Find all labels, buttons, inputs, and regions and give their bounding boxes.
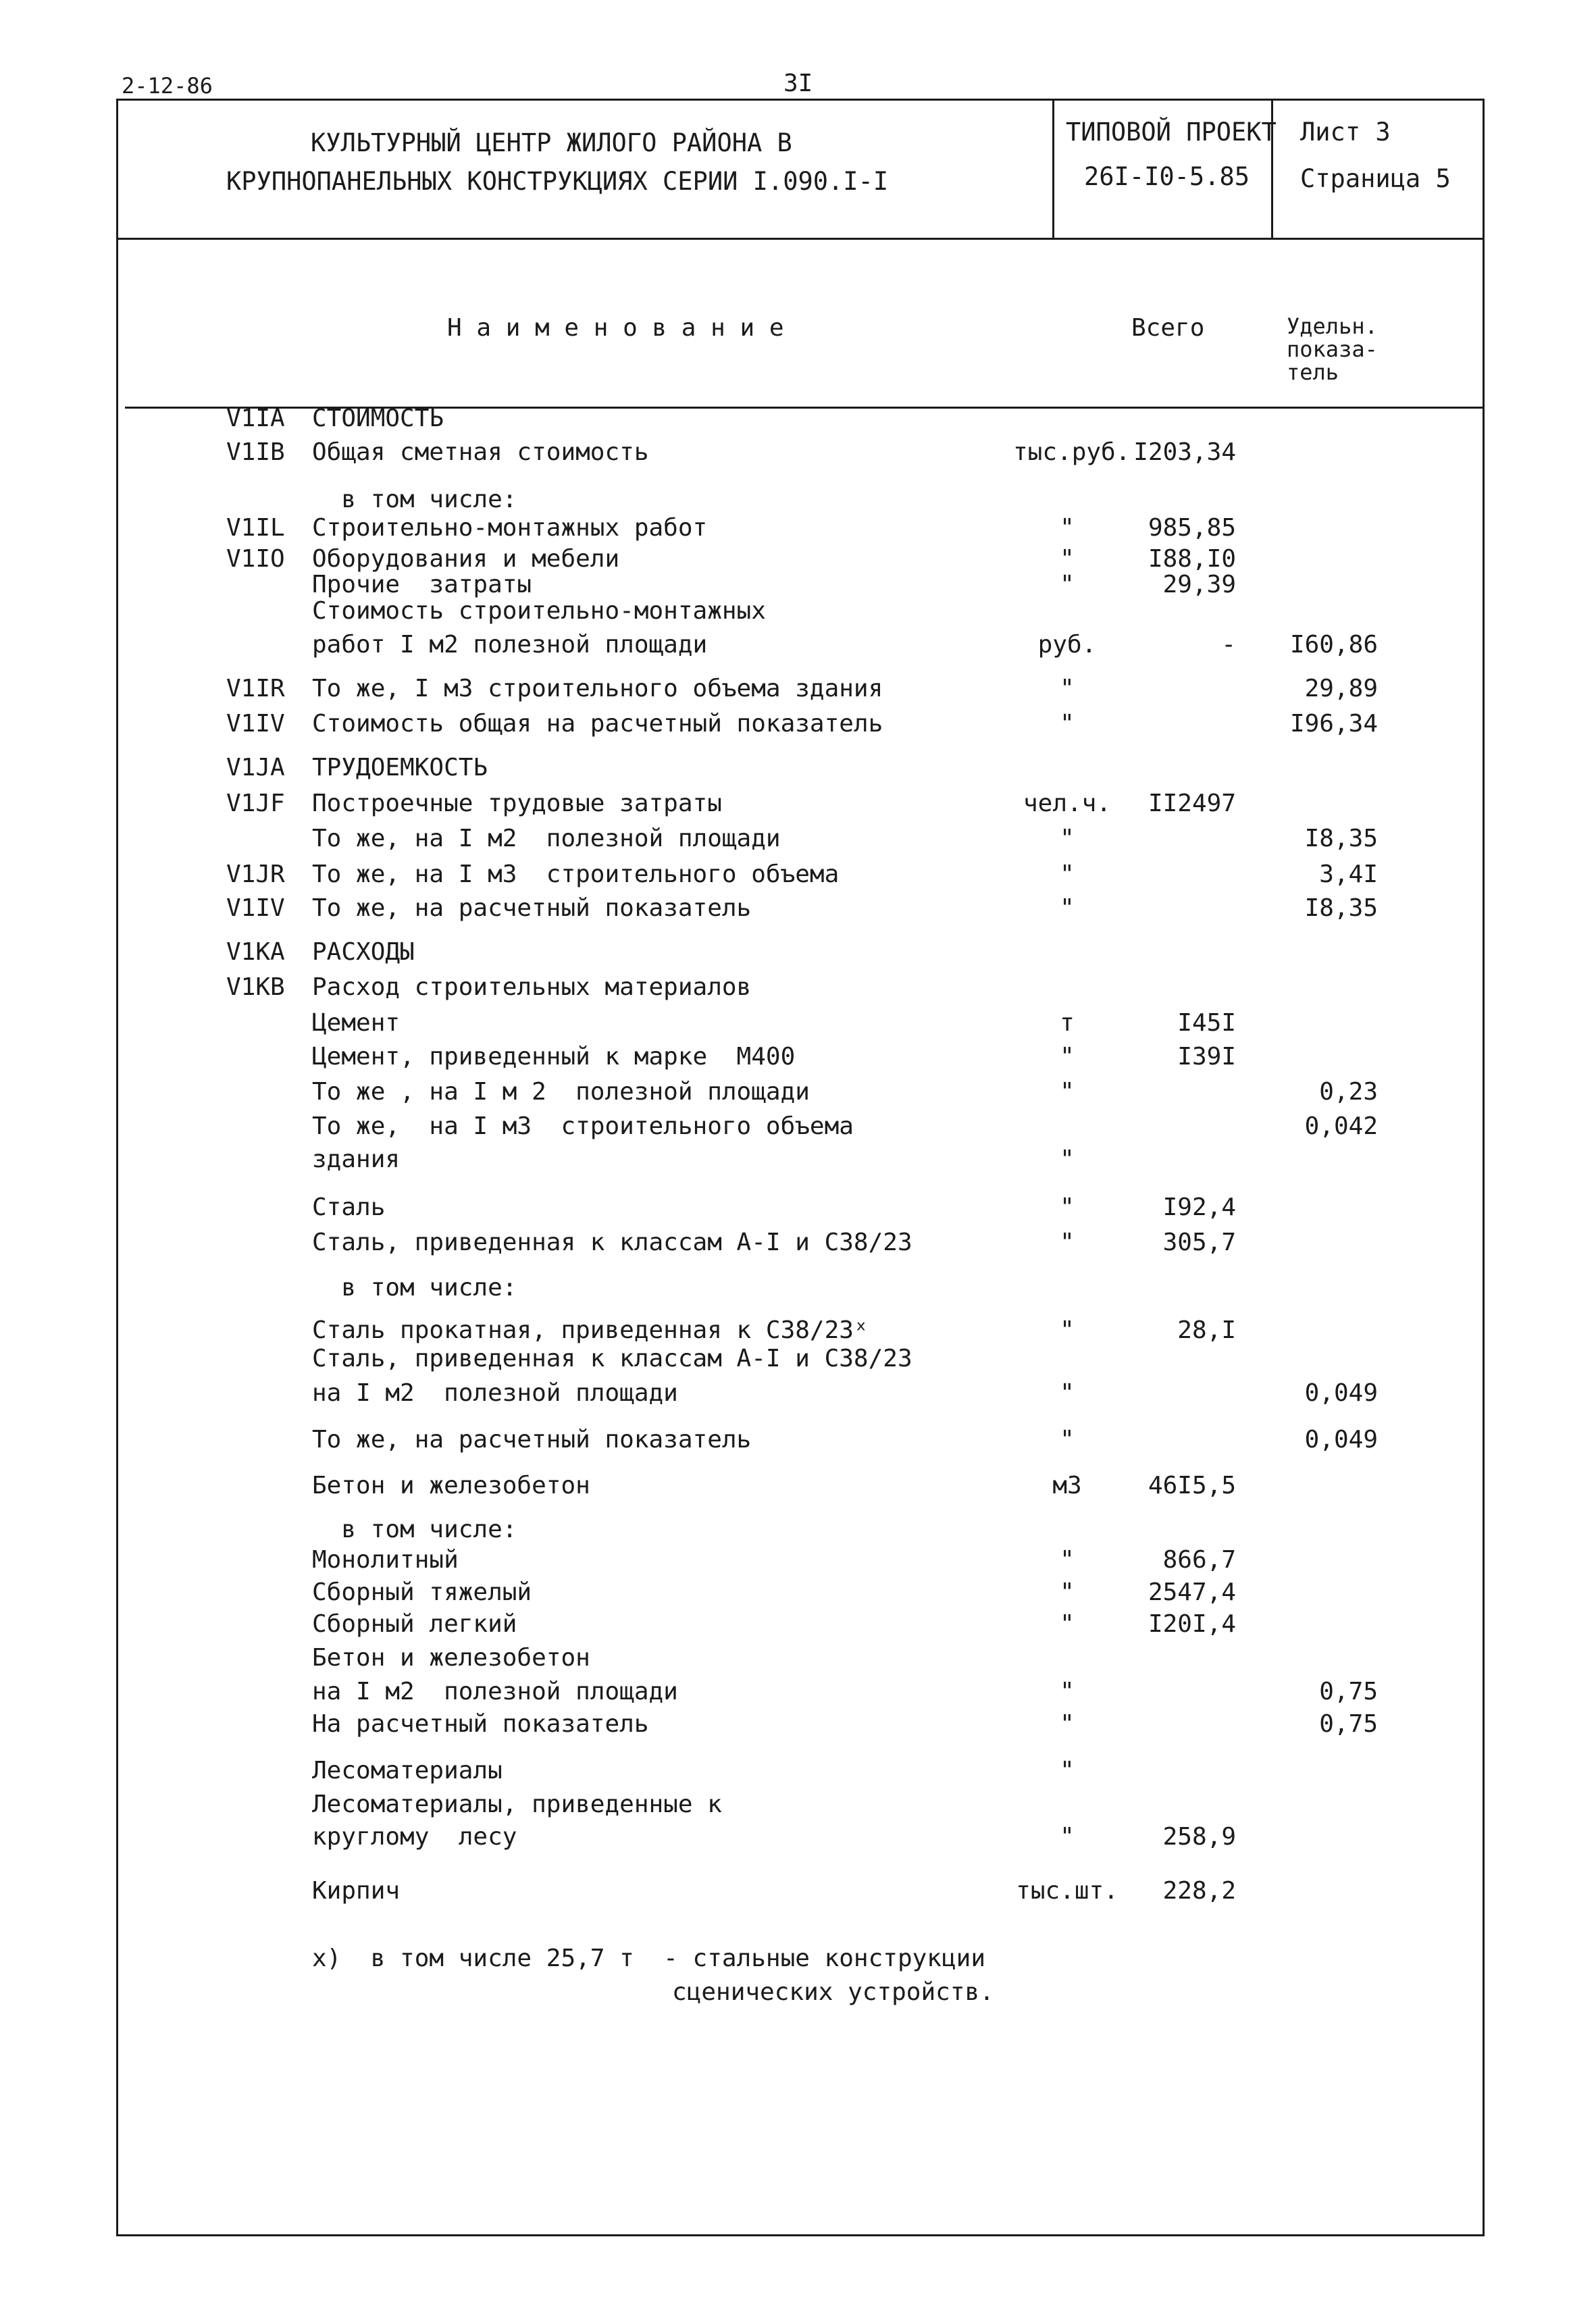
row-name: работ I м2 полезной площади bbox=[312, 631, 708, 659]
row-total: 228,2 bbox=[1162, 1877, 1236, 1905]
row-total: 866,7 bbox=[1162, 1546, 1236, 1574]
row-unit: " bbox=[1060, 545, 1075, 573]
row-name: Общая сметная стоимость bbox=[312, 438, 649, 466]
row-specific: 0,042 bbox=[1304, 1112, 1378, 1140]
document-date: 2-12-86 bbox=[122, 73, 213, 99]
row-name: Цемент bbox=[312, 1009, 401, 1037]
row-specific: 0,75 bbox=[1319, 1710, 1378, 1738]
row-unit: тыс.руб. bbox=[1013, 438, 1131, 466]
row-unit: " bbox=[1060, 1710, 1075, 1738]
row-name: в том числе: bbox=[312, 1274, 517, 1302]
row-name: Стоимость строительно-монтажных bbox=[312, 597, 766, 625]
row-code: V1JA bbox=[226, 754, 285, 781]
row-code: V1IR bbox=[226, 675, 285, 702]
row-code: V1JF bbox=[226, 790, 285, 817]
row-unit: " bbox=[1060, 1078, 1075, 1106]
row-name: Сталь прокатная, приведенная к С38/23ˣ bbox=[312, 1316, 869, 1344]
row-specific: 0,049 bbox=[1304, 1379, 1378, 1407]
title-line-2: КРУПНОПАНЕЛЬНЫХ КОНСТРУКЦИЯХ СЕРИИ I.090.I-I bbox=[226, 167, 889, 196]
row-name: Сталь, приведенная к классам А-I и С38/23 bbox=[312, 1345, 912, 1372]
row-unit: " bbox=[1060, 1316, 1075, 1344]
row-name: СТОИМОСТЬ bbox=[312, 405, 444, 432]
row-name: Прочие затраты bbox=[312, 571, 532, 598]
row-total: 985,85 bbox=[1148, 514, 1236, 542]
row-name: Сталь bbox=[312, 1193, 386, 1221]
row-total: - bbox=[1221, 631, 1236, 659]
row-code: V1IA bbox=[226, 405, 285, 432]
column-name: Н а и м е н о в а н и е bbox=[447, 314, 784, 342]
row-unit: руб. bbox=[1037, 631, 1097, 659]
row-code: V1KA bbox=[226, 938, 285, 966]
row-unit: " bbox=[1060, 1823, 1075, 1851]
project-label: ТИПОВОЙ ПРОЕКТ bbox=[1066, 118, 1277, 147]
row-name: То же, на расчетный показатель bbox=[312, 894, 752, 922]
row-unit: " bbox=[1060, 1678, 1075, 1705]
row-name: Бетон и железобетон bbox=[312, 1472, 590, 1499]
row-unit: " bbox=[1060, 1379, 1075, 1407]
row-specific: I60,86 bbox=[1289, 631, 1378, 659]
row-unit: " bbox=[1060, 825, 1075, 852]
row-name: на I м2 полезной площади bbox=[312, 1678, 678, 1705]
row-unit: " bbox=[1060, 1193, 1075, 1221]
row-unit: " bbox=[1060, 1578, 1075, 1606]
row-name: ТРУДОЕМКОСТЬ bbox=[312, 754, 488, 781]
row-name: РАСХОДЫ bbox=[312, 938, 415, 966]
row-name: в том числе: bbox=[312, 1516, 517, 1543]
row-name: Кирпич bbox=[312, 1877, 401, 1905]
row-total: 258,9 bbox=[1162, 1823, 1236, 1851]
column-specific-2: показа- bbox=[1287, 336, 1378, 362]
row-unit: " bbox=[1060, 710, 1075, 738]
row-total: I39I bbox=[1177, 1043, 1236, 1071]
column-specific-1: Удельн. bbox=[1287, 313, 1378, 339]
title-line-1: КУЛЬТУРНЫЙ ЦЕНТР ЖИЛОГО РАЙОНА В bbox=[311, 128, 792, 157]
row-name: Расход строительных материалов bbox=[312, 973, 752, 1001]
row-unit: т bbox=[1060, 1009, 1075, 1037]
row-name: Цемент, приведенный к марке М400 bbox=[312, 1043, 796, 1071]
row-name: Сборный тяжелый bbox=[312, 1578, 532, 1606]
row-unit: " bbox=[1060, 894, 1075, 922]
column-total: Всего bbox=[1131, 314, 1205, 342]
row-total: 305,7 bbox=[1162, 1229, 1236, 1256]
row-unit: " bbox=[1060, 1229, 1075, 1256]
row-total: I88,I0 bbox=[1148, 545, 1236, 573]
row-unit: " bbox=[1060, 860, 1075, 888]
row-unit: тыс.шт. bbox=[1016, 1877, 1118, 1905]
row-unit: " bbox=[1060, 675, 1075, 702]
row-total: I45I bbox=[1177, 1009, 1236, 1037]
row-name: То же, на расчетный показатель bbox=[312, 1426, 752, 1454]
row-unit: " bbox=[1060, 1146, 1075, 1173]
footnote-line-2: сценических устройств. bbox=[672, 1978, 994, 2006]
row-specific: I8,35 bbox=[1304, 825, 1378, 852]
row-total: I92,4 bbox=[1162, 1193, 1236, 1221]
row-name: Оборудования и мебели bbox=[312, 545, 620, 573]
page-label: Страница 5 bbox=[1300, 164, 1451, 193]
row-specific: I8,35 bbox=[1304, 894, 1378, 922]
row-name: Сталь, приведенная к классам А-I и С38/23 bbox=[312, 1229, 912, 1256]
row-code: V1IV bbox=[226, 710, 285, 738]
row-name: Лесоматериалы bbox=[312, 1757, 503, 1784]
row-name: То же , на I м 2 полезной площади bbox=[312, 1078, 810, 1106]
column-specific-3: тель bbox=[1287, 359, 1339, 385]
row-name: Лесоматериалы, приведенные к bbox=[312, 1791, 722, 1818]
row-total: 28,I bbox=[1177, 1316, 1236, 1344]
row-specific: 0,23 bbox=[1319, 1078, 1378, 1106]
project-number: 26I-I0-5.85 bbox=[1084, 162, 1250, 191]
row-name: То же, на I м2 полезной площади bbox=[312, 825, 781, 852]
row-unit: " bbox=[1060, 1546, 1075, 1574]
row-code: V1IO bbox=[226, 545, 285, 573]
row-name: в том числе: bbox=[312, 486, 517, 513]
row-code: V1KB bbox=[226, 973, 285, 1001]
row-name: здания bbox=[312, 1146, 401, 1173]
row-total: 2547,4 bbox=[1148, 1578, 1236, 1606]
row-name: То же, на I м3 строительного объема bbox=[312, 1112, 854, 1140]
row-name: Построечные трудовые затраты bbox=[312, 790, 722, 817]
row-code: V1IB bbox=[226, 438, 285, 466]
row-total: II2497 bbox=[1148, 790, 1236, 817]
row-name: Монолитный bbox=[312, 1546, 459, 1574]
row-code: V1IV bbox=[226, 894, 285, 922]
row-name: на I м2 полезной площади bbox=[312, 1379, 678, 1407]
row-name: Бетон и железобетон bbox=[312, 1644, 590, 1672]
row-name: Стоимость общая на расчетный показатель bbox=[312, 710, 883, 738]
row-specific: 3,4I bbox=[1319, 860, 1378, 888]
row-total: 46I5,5 bbox=[1148, 1472, 1236, 1499]
row-total: I20I,4 bbox=[1148, 1610, 1236, 1638]
page-number: 3I bbox=[783, 70, 813, 97]
row-name: Сборный легкий bbox=[312, 1610, 517, 1638]
row-unit: " bbox=[1060, 571, 1075, 598]
row-total: I203,34 bbox=[1133, 438, 1236, 466]
row-name: Строительно-монтажных работ bbox=[312, 514, 708, 542]
row-name: круглому лесу bbox=[312, 1823, 517, 1851]
row-code: V1JR bbox=[226, 860, 285, 888]
sheet-label: Лист 3 bbox=[1300, 118, 1391, 147]
row-name: На расчетный показатель bbox=[312, 1710, 649, 1738]
row-unit: " bbox=[1060, 514, 1075, 542]
row-specific: 0,049 bbox=[1304, 1426, 1378, 1454]
row-name: То же, на I м3 строительного объема bbox=[312, 860, 840, 888]
row-specific: 0,75 bbox=[1319, 1678, 1378, 1705]
row-name: То же, I м3 строительного объема здания bbox=[312, 675, 883, 702]
row-unit: " bbox=[1060, 1610, 1075, 1638]
footnote-line-1: х) в том числе 25,7 т - стальные конструкции bbox=[312, 1945, 985, 1972]
row-unit: " bbox=[1060, 1043, 1075, 1071]
row-unit: " bbox=[1060, 1757, 1075, 1784]
row-unit: м3 bbox=[1052, 1472, 1082, 1499]
row-code: V1IL bbox=[226, 514, 285, 542]
row-total: 29,39 bbox=[1162, 571, 1236, 598]
row-unit: чел.ч. bbox=[1023, 790, 1112, 817]
row-specific: 29,89 bbox=[1304, 675, 1378, 702]
row-unit: " bbox=[1060, 1426, 1075, 1454]
row-specific: I96,34 bbox=[1289, 710, 1378, 738]
